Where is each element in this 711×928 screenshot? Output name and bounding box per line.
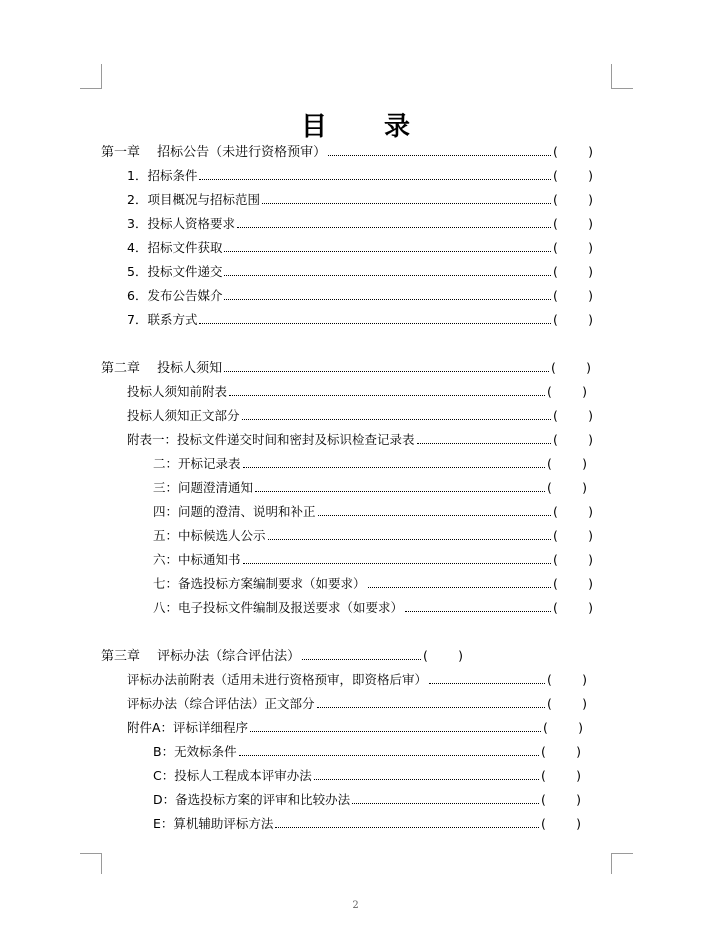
page-ref: ( ) — [553, 600, 593, 615]
toc-item-label: 七：备选投标方案编制要求（如要求） — [153, 576, 366, 591]
toc-sub-item[interactable] — [153, 742, 581, 762]
toc-item-label: 1．招标条件 — [127, 168, 198, 183]
leader-dots — [224, 286, 551, 300]
leader-dots — [417, 430, 551, 444]
toc-item-label: 四：问题的澄清、说明和补正 — [153, 504, 316, 519]
page-ref: ( ) — [551, 360, 591, 375]
page-ref: ( ) — [553, 552, 593, 567]
toc-item[interactable] — [127, 670, 587, 690]
toc-item-label: 六：中标通知书 — [153, 552, 241, 567]
leader-dots — [224, 262, 551, 276]
leader-dots — [199, 166, 551, 180]
toc-item[interactable] — [127, 430, 593, 450]
leader-dots — [243, 550, 551, 564]
toc-item-label: 附件A：评标详细程序 — [127, 720, 249, 735]
page-ref: ( ) — [541, 744, 581, 759]
leader-dots — [237, 214, 551, 228]
crop-mark-bottom-right — [611, 853, 633, 874]
page-ref: ( ) — [553, 576, 593, 591]
toc-sub-item[interactable] — [153, 766, 581, 786]
toc-item[interactable] — [127, 190, 593, 210]
toc-item[interactable] — [127, 718, 583, 738]
toc-sub-item[interactable] — [153, 550, 593, 570]
toc-item-label: 5．投标文件递交 — [127, 264, 223, 279]
toc-chapter-1-label: 第一章 招标公告（未进行资格预审） — [101, 145, 327, 160]
leader-dots — [368, 574, 551, 588]
page-title: 目 录 — [300, 112, 435, 142]
toc-item[interactable] — [127, 214, 593, 234]
toc-item-label: D：备选投标方案的评审和比较办法 — [153, 792, 351, 807]
toc-sub-item[interactable] — [153, 574, 593, 594]
toc-chapter-2[interactable] — [101, 358, 591, 378]
page-ref: ( ) — [547, 384, 587, 399]
toc-sub-item[interactable] — [153, 454, 587, 474]
leader-dots — [255, 478, 545, 492]
toc-item[interactable] — [127, 382, 587, 402]
toc-sub-item[interactable] — [153, 814, 581, 834]
leader-dots — [328, 142, 551, 156]
toc-chapter-3-label: 第三章 评标办法（综合评估法） — [101, 649, 301, 664]
page-ref: ( ) — [553, 408, 593, 423]
leader-dots — [429, 670, 545, 684]
toc-item-label: 6．发布公告媒介 — [127, 288, 223, 303]
toc-item-label: 评标办法（综合评估法）正文部分 — [127, 696, 315, 711]
page-ref: ( ) — [547, 672, 587, 687]
toc-item-label: C：投标人工程成本评审办法 — [153, 768, 312, 783]
leader-dots — [224, 358, 549, 372]
leader-dots — [239, 742, 539, 756]
leader-dots — [314, 766, 539, 780]
crop-mark-top-left — [80, 64, 102, 89]
toc-item-label: 4．招标文件获取 — [127, 240, 223, 255]
toc-chapter-2-label: 第二章 投标人须知 — [101, 361, 223, 376]
page-ref: ( ) — [547, 456, 587, 471]
page-ref: ( ) — [553, 216, 593, 231]
toc-item[interactable] — [127, 166, 593, 186]
toc-item[interactable] — [127, 262, 593, 282]
page-ref: ( ) — [547, 480, 587, 495]
toc-item-label: E：算机辅助评标方法 — [153, 816, 274, 831]
crop-mark-bottom-left — [80, 853, 102, 874]
leader-dots — [199, 310, 551, 324]
toc-sub-item[interactable] — [153, 598, 593, 618]
leader-dots — [268, 526, 551, 540]
page-ref: ( ) — [553, 432, 593, 447]
leader-dots — [352, 790, 539, 804]
toc-sub-item[interactable] — [153, 502, 593, 522]
page-ref: ( ) — [423, 648, 463, 663]
page-ref: ( ) — [553, 312, 593, 327]
toc-item-label: 投标人须知前附表 — [127, 384, 228, 399]
toc-item-label: 3．投标人资格要求 — [127, 216, 235, 231]
page-ref: ( ) — [541, 768, 581, 783]
leader-dots — [242, 406, 551, 420]
toc-sub-item[interactable] — [153, 526, 593, 546]
page-ref: ( ) — [553, 264, 593, 279]
toc-item-label: 投标人须知正文部分 — [127, 408, 240, 423]
page-ref: ( ) — [547, 696, 587, 711]
page-ref: ( ) — [553, 144, 593, 159]
leader-dots — [405, 598, 551, 612]
toc-item-label: 附表一：投标文件递交时间和密封及标识检查记录表 — [127, 432, 415, 447]
toc-item[interactable] — [127, 406, 593, 426]
page-ref: ( ) — [541, 816, 581, 831]
toc-item-label: B：无效标条件 — [153, 744, 237, 759]
toc-item-label: 评标办法前附表（适用未进行资格预审，即资格后审） — [127, 672, 428, 687]
leader-dots — [302, 646, 421, 660]
page-ref: ( ) — [553, 240, 593, 255]
leader-dots — [250, 718, 541, 732]
toc-sub-item[interactable] — [153, 478, 587, 498]
crop-mark-top-right — [611, 64, 633, 89]
leader-dots — [275, 814, 539, 828]
leader-dots — [229, 382, 545, 396]
page-ref: ( ) — [553, 528, 593, 543]
toc-item-label: 二：开标记录表 — [153, 456, 241, 471]
leader-dots — [317, 694, 545, 708]
page-ref: ( ) — [553, 288, 593, 303]
toc-chapter-3[interactable] — [101, 646, 463, 666]
toc-chapter-1[interactable] — [101, 142, 593, 162]
leader-dots — [224, 238, 551, 252]
toc-item[interactable] — [127, 310, 593, 330]
page-ref: ( ) — [543, 720, 583, 735]
toc-item-label: 三：问题澄清通知 — [153, 480, 254, 495]
page-ref: ( ) — [553, 504, 593, 519]
toc-item[interactable] — [127, 286, 593, 306]
toc-item-label: 五：中标候选人公示 — [153, 528, 266, 543]
page-number: 2 — [352, 900, 359, 911]
leader-dots — [318, 502, 551, 516]
toc-sub-item[interactable] — [153, 790, 581, 810]
toc-item-label: 八：电子投标文件编制及报送要求（如要求） — [153, 600, 404, 615]
page-ref: ( ) — [553, 192, 593, 207]
toc-item-label: 7．联系方式 — [127, 312, 198, 327]
leader-dots — [243, 454, 545, 468]
leader-dots — [262, 190, 551, 204]
page-ref: ( ) — [541, 792, 581, 807]
toc-item-label: 2．项目概况与招标范围 — [127, 192, 260, 207]
page-ref: ( ) — [553, 168, 593, 183]
toc-item[interactable] — [127, 694, 587, 714]
toc-item[interactable] — [127, 238, 593, 258]
